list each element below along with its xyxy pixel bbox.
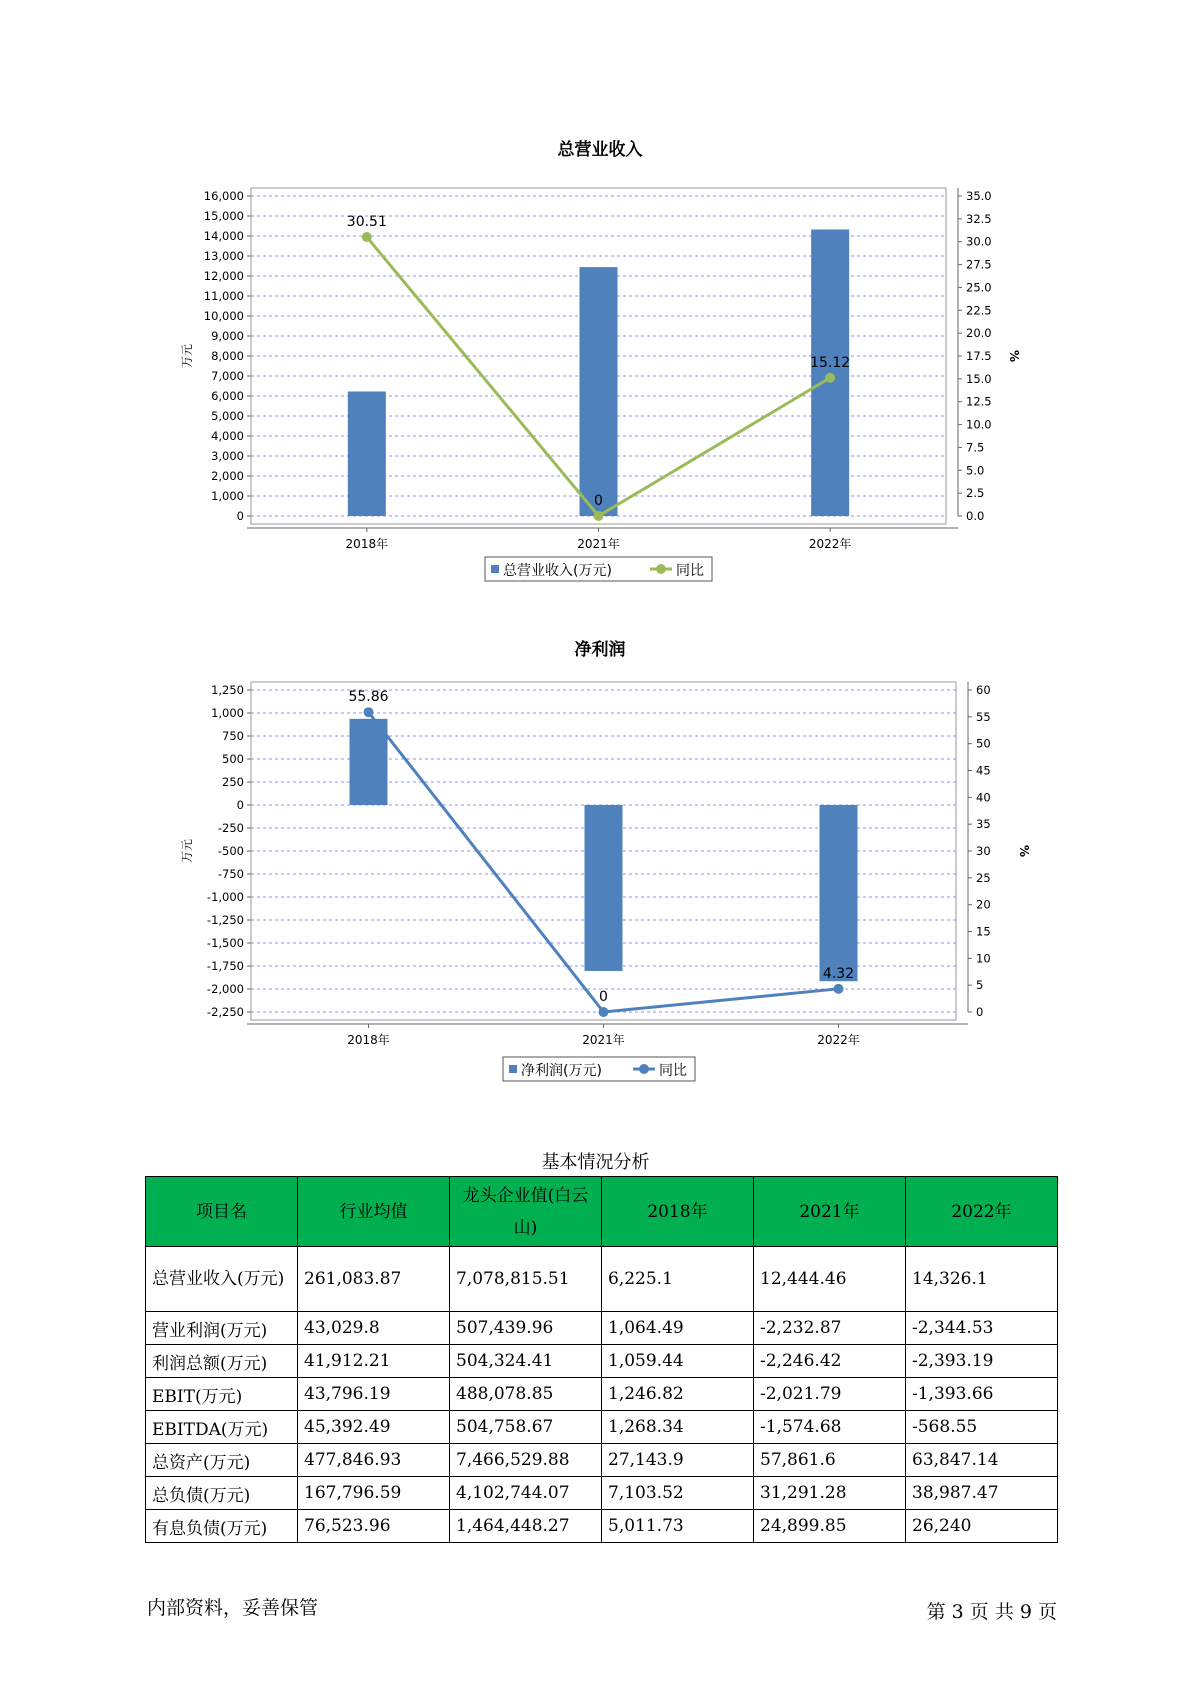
table-row: [146, 1411, 1058, 1444]
chart-title: 净利润: [574, 640, 626, 660]
footer-confidential: 内部资料，妥善保管: [147, 1597, 319, 1619]
legend-bar-swatch: [491, 565, 499, 573]
y2-tick-label: 15.0: [966, 371, 992, 386]
header-cell: 2021年: [754, 1177, 906, 1247]
x-tick-label: 2018年: [347, 1033, 390, 1047]
y-tick-label: 2,000: [211, 469, 244, 483]
y-tick-label: -1,000: [206, 890, 244, 904]
value-cell: 261,083.87: [298, 1247, 450, 1312]
yoy-point: [362, 232, 372, 242]
value-cell: 7,103.52: [602, 1477, 754, 1510]
y2-tick-label: 0: [976, 1005, 984, 1019]
y2-tick-label: 30: [976, 844, 991, 858]
value-cell: -1,393.66: [906, 1378, 1058, 1411]
x-tick-label: 2018年: [345, 537, 389, 551]
x-tick-label: 2021年: [577, 537, 620, 551]
y-tick-label: -1,500: [206, 936, 244, 950]
yoy-point: [594, 511, 604, 521]
legend-bar-label: 总营业收入(万元): [503, 563, 612, 579]
value-cell: 7,078,815.51: [450, 1247, 602, 1312]
row-label-cell: EBIT(万元): [146, 1378, 298, 1411]
value-cell: -2,021.79: [754, 1378, 906, 1411]
value-cell: 12,444.46: [754, 1247, 906, 1312]
value-cell: 4,102,744.07: [450, 1477, 602, 1510]
y-tick-label: 11,000: [203, 289, 244, 303]
row-label-cell: 营业利润(万元): [146, 1312, 298, 1345]
value-cell: 7,466,529.88: [450, 1444, 602, 1477]
bar: [811, 229, 849, 516]
basic-analysis-table: [145, 1176, 1058, 1543]
y-tick-label: 9,000: [211, 329, 244, 343]
y-tick-label: 12,000: [203, 269, 244, 283]
header-cell: 龙头企业值(白云山): [450, 1177, 602, 1247]
y2-tick-label: 50: [976, 736, 991, 751]
row-label-cell: EBITDA(万元): [146, 1411, 298, 1444]
y2-tick-label: 25.0: [966, 280, 992, 295]
value-cell: 477,846.93: [298, 1444, 450, 1477]
y-tick-label: 0: [236, 798, 244, 812]
y2-tick-label: 40: [976, 790, 991, 805]
y-axis-label: 万元: [180, 343, 194, 369]
data-label: 15.12: [810, 354, 851, 371]
y-tick-label: 1,250: [211, 683, 244, 697]
y-tick-label: 250: [222, 775, 244, 789]
legend-line-label: 同比: [676, 563, 704, 579]
y2-tick-label: 45: [976, 763, 991, 778]
y2-tick-label: 10: [976, 951, 991, 966]
table-row: [146, 1444, 1058, 1477]
y2-tick-label: 10.0: [966, 417, 992, 432]
y2-tick-label: 60: [976, 683, 991, 697]
row-label-cell: 总负债(万元): [146, 1477, 298, 1510]
value-cell: 45,392.49: [298, 1411, 450, 1444]
y2-tick-label: 22.5: [966, 303, 992, 318]
row-label-cell: 总资产(万元): [146, 1444, 298, 1477]
value-cell: 14,326.1: [906, 1247, 1058, 1312]
y-tick-label: 15,000: [203, 209, 244, 223]
y2-axis-label: %: [1017, 844, 1031, 858]
row-label-cell: 有息负债(万元): [146, 1510, 298, 1543]
y-tick-label: 500: [222, 752, 244, 766]
y-tick-label: -750: [217, 867, 244, 881]
y-tick-label: 3,000: [211, 449, 244, 463]
legend-bar-label: 净利润(万元): [521, 1063, 602, 1079]
revenue-chart: [0, 130, 1191, 600]
bar: [585, 805, 623, 971]
y2-tick-label: 0.0: [966, 509, 985, 523]
y-tick-label: 0: [236, 509, 244, 523]
value-cell: 41,912.21: [298, 1345, 450, 1378]
y2-tick-label: 55: [976, 709, 991, 724]
net-profit-chart: [0, 630, 1191, 1100]
table-row: [146, 1345, 1058, 1378]
table-row: [146, 1477, 1058, 1510]
y2-tick-label: 5: [976, 978, 984, 993]
value-cell: 504,324.41: [450, 1345, 602, 1378]
bar: [348, 391, 386, 516]
y-tick-label: 1,000: [211, 489, 244, 503]
y2-tick-label: 32.5: [966, 211, 992, 226]
y-tick-label: -250: [217, 821, 244, 835]
y2-tick-label: 27.5: [966, 257, 992, 272]
chart-title: 总营业收入: [557, 140, 643, 160]
table-row: [146, 1510, 1058, 1543]
value-cell: 57,861.6: [754, 1444, 906, 1477]
y-axis-label: 万元: [180, 838, 194, 864]
data-label: 30.51: [346, 214, 387, 231]
y2-tick-label: 12.5: [966, 394, 992, 409]
bar: [580, 267, 618, 516]
value-cell: -1,574.68: [754, 1411, 906, 1444]
y2-tick-label: 35.0: [966, 189, 992, 203]
table-caption: 基本情况分析: [541, 1152, 650, 1173]
y-tick-label: 4,000: [211, 429, 244, 443]
value-cell: 488,078.85: [450, 1378, 602, 1411]
value-cell: 1,059.44: [602, 1345, 754, 1378]
y-tick-label: 14,000: [203, 229, 244, 243]
legend-line-marker: [656, 564, 666, 574]
bar: [350, 719, 388, 805]
value-cell: 1,246.82: [602, 1378, 754, 1411]
data-label: 0: [594, 493, 603, 509]
value-cell: -2,344.53: [906, 1312, 1058, 1345]
value-cell: 76,523.96: [298, 1510, 450, 1543]
y2-axis-label: %: [1007, 349, 1021, 363]
bar: [820, 805, 858, 981]
value-cell: 27,143.9: [602, 1444, 754, 1477]
y2-tick-label: 15: [976, 924, 991, 939]
footer-page-number: 第 3 页 共 9 页: [926, 1601, 1057, 1623]
y-tick-label: 6,000: [211, 389, 244, 403]
value-cell: -2,246.42: [754, 1345, 906, 1378]
y-tick-label: 13,000: [203, 249, 244, 263]
y-tick-label: 8,000: [211, 349, 244, 363]
yoy-point: [834, 984, 844, 994]
y2-tick-label: 7.5: [966, 440, 985, 455]
value-cell: 63,847.14: [906, 1444, 1058, 1477]
value-cell: 24,899.85: [754, 1510, 906, 1543]
table-row: [146, 1312, 1058, 1345]
value-cell: 43,029.8: [298, 1312, 450, 1345]
header-cell: 项目名: [146, 1177, 298, 1247]
y2-tick-label: 30.0: [966, 234, 992, 249]
y2-tick-label: 2.5: [966, 486, 985, 501]
y2-tick-label: 17.5: [966, 349, 992, 363]
y-tick-label: 750: [222, 729, 244, 743]
header-cell: 2018年: [602, 1177, 754, 1247]
header-cell: 2022年: [906, 1177, 1058, 1247]
value-cell: 6,225.1: [602, 1247, 754, 1312]
y2-tick-label: 25: [976, 870, 991, 885]
row-label-cell: 利润总额(万元): [146, 1345, 298, 1378]
value-cell: 38,987.47: [906, 1477, 1058, 1510]
y-tick-label: 16,000: [203, 189, 244, 203]
y-tick-label: -2,250: [206, 1005, 244, 1019]
legend-line-label: 同比: [659, 1063, 687, 1079]
table-header-row: [146, 1177, 1058, 1247]
value-cell: -568.55: [906, 1411, 1058, 1444]
value-cell: 26,240: [906, 1510, 1058, 1543]
value-cell: 5,011.73: [602, 1510, 754, 1543]
value-cell: 507,439.96: [450, 1312, 602, 1345]
value-cell: 31,291.28: [754, 1477, 906, 1510]
value-cell: 1,268.34: [602, 1411, 754, 1444]
value-cell: 504,758.67: [450, 1411, 602, 1444]
y-tick-label: -500: [217, 844, 244, 858]
value-cell: 1,064.49: [602, 1312, 754, 1345]
y-tick-label: -2,000: [206, 982, 244, 996]
yoy-point: [599, 1007, 609, 1017]
y-tick-label: 7,000: [211, 369, 244, 383]
x-tick-label: 2022年: [817, 1033, 860, 1047]
value-cell: -2,232.87: [754, 1312, 906, 1345]
table-row: [146, 1378, 1058, 1411]
y-tick-label: -1,250: [206, 913, 244, 927]
data-label: 0: [599, 989, 608, 1005]
value-cell: -2,393.19: [906, 1345, 1058, 1378]
x-tick-label: 2021年: [582, 1033, 625, 1047]
value-cell: 43,796.19: [298, 1378, 450, 1411]
data-label: 4.32: [822, 965, 855, 982]
y2-tick-label: 35: [976, 817, 991, 832]
row-label-cell: 总营业收入(万元): [146, 1247, 298, 1312]
x-tick-label: 2022年: [808, 537, 852, 551]
y2-tick-label: 5.0: [966, 463, 985, 478]
y2-tick-label: 20.0: [966, 326, 992, 341]
value-cell: 1,464,448.27: [450, 1510, 602, 1543]
legend-line-marker: [639, 1064, 649, 1074]
y-tick-label: 1,000: [211, 706, 244, 720]
yoy-point: [364, 707, 374, 717]
y-tick-label: 10,000: [203, 309, 244, 323]
header-cell: 行业均值: [298, 1177, 450, 1247]
value-cell: 167,796.59: [298, 1477, 450, 1510]
legend-bar-swatch: [509, 1065, 517, 1073]
data-label: 55.86: [348, 689, 389, 706]
y-tick-label: -1,750: [206, 959, 244, 973]
table-row: [146, 1247, 1058, 1312]
y-tick-label: 5,000: [211, 409, 244, 423]
yoy-point: [825, 373, 835, 383]
y2-tick-label: 20: [976, 897, 991, 912]
